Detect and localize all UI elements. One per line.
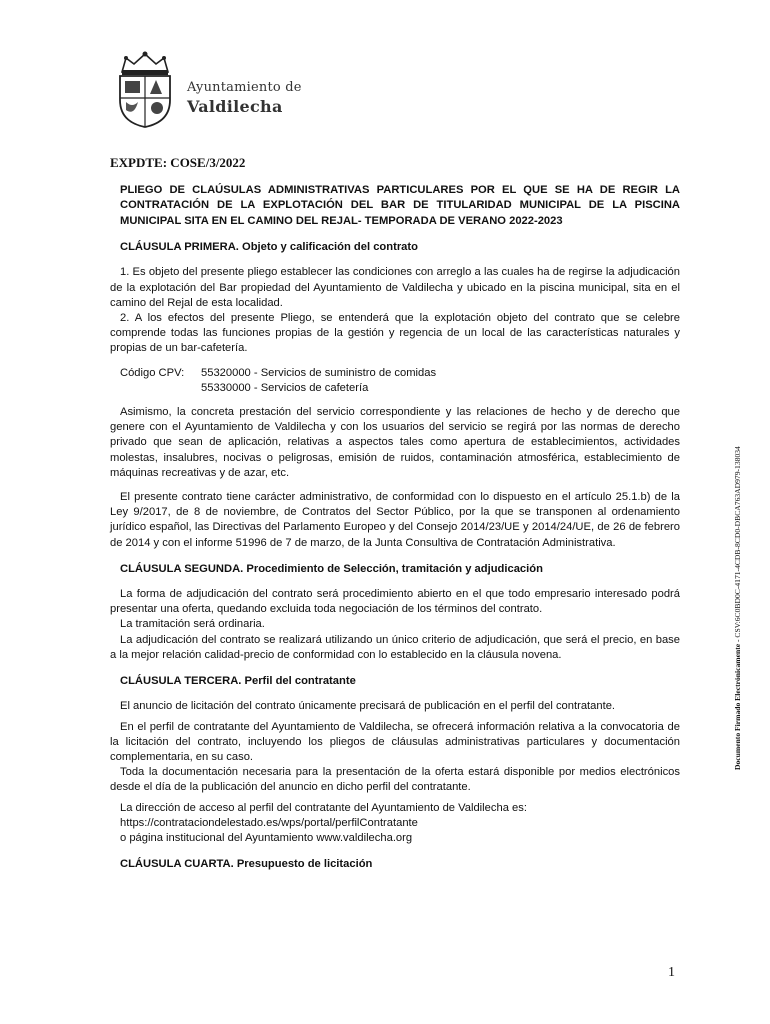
cpv-code-2: 55330000 - Servicios de cafetería <box>201 381 369 394</box>
perfil-address-intro: La dirección de acceso al perfil del contratante del Ayuntamiento de Valdilecha es: <box>120 801 527 814</box>
clausula3-paragraph2: En el perfil de contratante del Ayuntamiento de Valdilecha, se ofrecerá información relativa a la convocatoria de la licitación del contrato, incluyendo los pliegos de cláusulas administrativas particulares y documentación complementaria, en su caso. <box>110 720 680 763</box>
organization-name <box>187 80 302 116</box>
institutional-page-link[interactable]: o página institucional del Ayuntamiento www.valdilecha.org <box>120 831 413 844</box>
clausula-primera-heading: CLÁUSULA PRIMERA. Objeto y calificación del contrato <box>120 241 418 254</box>
expediente-number: EXPDTE: COSE/3/2022 <box>110 155 246 170</box>
cpv-codes <box>120 366 680 396</box>
signature-label: Documento Firmado Electrónicamente <box>733 643 742 770</box>
document-title: PLIEGO DE CLAÚSULAS ADMINISTRATIVAS PARTICULARES POR EL QUE SE HA DE REGIR LA CONTRATACIÓN DE LA EXPLOTACIÓN DEL BAR DE TITULARIDAD MUNICIPAL DE LA PISCINA MUNICIPAL SITA EN EL CAMINO DEL REJAL- TEMPORADA DE VERANO 2022-2023 <box>120 184 680 227</box>
coat-of-arms-logo <box>112 50 178 128</box>
clausula-cuarta-heading: CLÁUSULA CUARTA. Presupuesto de licitación <box>120 858 373 871</box>
clausula3-paragraph3: Toda la documentación necesaria para la presentación de la oferta estará disponible por medios electrónicos desde el día de la publicación del anuncio en dicho perfil del contratante. <box>110 766 680 794</box>
clausula-tercera-heading: CLÁUSULA TERCERA. Perfil del contratante <box>120 675 356 688</box>
cpv-label: Código CPV: <box>120 366 185 379</box>
clausula2-paragraph3: La adjudicación del contrato se realizará utilizando un único criterio de adjudicación, que será el precio, en base a la mejor relación calidad-precio de conformidad con lo establecido en la cláusula novena. <box>110 633 680 661</box>
clausula1-paragraph2: 2. A los efectos del presente Pliego, se entenderá que la explotación objeto del contrato que se celebre comprende todas las funciones propias de la gestión y regencia de un local de las características naturales y propias de un bar-cafetería. <box>110 312 680 355</box>
clausula1-paragraph1: 1. Es objeto del presente pliego establecer las condiciones con arreglo a las cuales ha de regirse la adjudicación de la explotación del Bar propiedad del Ayuntamiento de Valdilecha y ubicado en la piscina municipal, sita en el camino del Rejal de esta localidad. <box>110 266 680 309</box>
clausula-segunda-heading: CLÁUSULA SEGUNDA. Procedimiento de Selección, tramitación y adjudicación <box>120 562 543 575</box>
clausula1-paragraph4: El presente contrato tiene carácter administrativo, de conformidad con lo dispuesto en el artículo 25.1.b) de la Ley 9/2017, de 8 de noviembre, de Contratos del Sector Público, por la que se transponen al ordenamiento jurídico español, las Directivas del Parlamento Europeo y del Consejo 2014/23/UE y 2014/24/UE, de 26 de febrero de 2014 y con el informe 51996 de 7 de marzo, de la Junta Consultiva de Contratación Administrativa. <box>110 491 680 549</box>
electronic-signature-stamp <box>733 446 742 770</box>
clausula3-paragraph1: El anuncio de licitación del contrato únicamente precisará de publicación en el perfil del contratante. <box>120 700 616 713</box>
cpv-code-1: 55320000 - Servicios de suministro de comidas <box>201 366 437 379</box>
clausula2-paragraph1: La forma de adjudicación del contrato será procedimiento abierto en el que todo empresario interesado podrá presentar una oferta, quedando excluida toda negociación de los términos del contrato. <box>110 588 680 616</box>
org-line2: Valdilecha <box>187 97 283 116</box>
org-line1: Ayuntamiento de <box>187 80 302 95</box>
document-body <box>110 183 680 882</box>
page-number: 1 <box>668 965 675 980</box>
signature-csv: - CSV:6C0BD0C-4171-4CDB-8CD0-DBCA763AD979-138034 <box>733 446 742 644</box>
clausula2-paragraph2: La tramitación será ordinaria. <box>120 618 265 631</box>
perfil-contratante-link[interactable]: https://contrataciondelestado.es/wps/portal/perfilContratante <box>120 816 418 829</box>
clausula1-paragraph3: Asimismo, la concreta prestación del servicio correspondiente y las relaciones de hecho y de derecho que genere con el Ayuntamiento de Valdilecha y con los usuarios del servicio se regirá por las normas de derecho privado que sean de aplicación, relativas a aspectos tales como apertura de establecimientos, actividades molestas, insalubres, nocivas o peligrosas, emisión de ruidos, contaminación atmosférica, establecimiento de máquinas recreativas y de azar, etc. <box>110 406 680 479</box>
